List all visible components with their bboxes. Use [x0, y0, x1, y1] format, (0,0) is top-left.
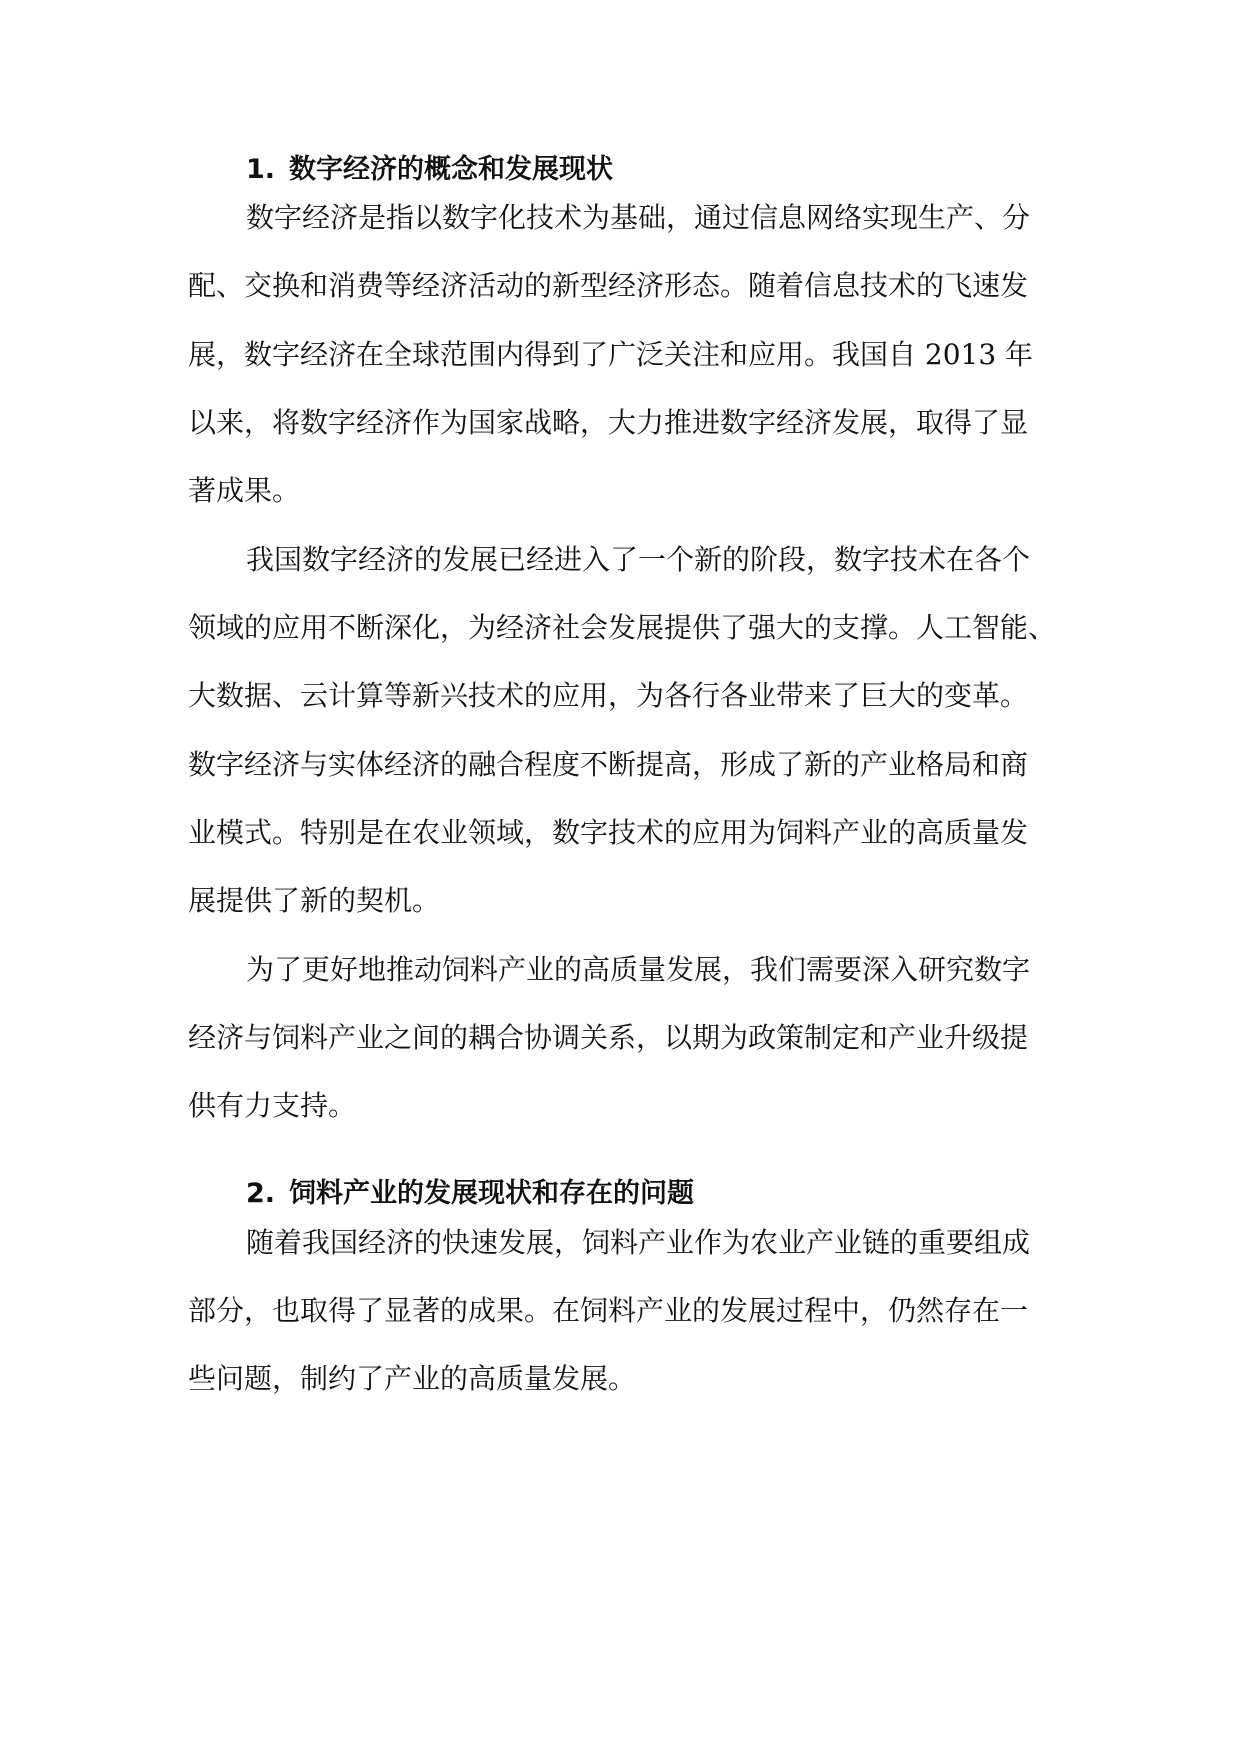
section-2-number: 2. — [246, 1178, 276, 1209]
s1-p3-line-3: 供有力支持。 — [188, 1089, 357, 1122]
s2-p1-line-3: 些问题，制约了产业的高质量发展。 — [188, 1362, 637, 1395]
s1-p3-line-1: 为了更好地推动饲料产业的高质量发展，我们需要深入研究数字 — [246, 953, 1031, 986]
s1-p1-line-3: 展，数字经济在全球范围内得到了广泛关注和应用。我国自 2013 年 — [188, 338, 1034, 371]
section-2-heading — [246, 1174, 694, 1214]
s1-p2-line-2: 领域的应用不断深化，为经济社会发展提供了强大的支撑。人工智能、 — [188, 611, 1057, 644]
s1-p2-line-4: 数字经济与实体经济的融合程度不断提高，形成了新的产业格局和商 — [188, 748, 1029, 781]
s1-p1-line-4: 以来，将数字经济作为国家战略，大力推进数字经济发展，取得了显 — [188, 406, 1029, 439]
s2-p1-line-2: 部分，也取得了显著的成果。在饲料产业的发展过程中，仍然存在一 — [188, 1294, 1029, 1327]
s1-p2-line-6: 展提供了新的契机。 — [188, 884, 441, 917]
s1-p3-line-2: 经济与饲料产业之间的耦合协调关系，以期为政策制定和产业升级提 — [188, 1021, 1029, 1054]
section-2-title: 饲料产业的发展现状和存在的问题 — [289, 1178, 695, 1209]
section-1-number: 1. — [246, 154, 276, 185]
s1-p1-line-2: 配、交换和消费等经济活动的新型经济形态。随着信息技术的飞速发 — [188, 269, 1029, 302]
section-1-title: 数字经济的概念和发展现状 — [289, 154, 614, 185]
s2-p1-line-1: 随着我国经济的快速发展，饲料产业作为农业产业链的重要组成 — [246, 1226, 1031, 1259]
s1-p2-line-3: 大数据、云计算等新兴技术的应用，为各行各业带来了巨大的变革。 — [188, 679, 1029, 712]
section-1-heading — [246, 150, 613, 190]
s1-p1-line-1: 数字经济是指以数字化技术为基础，通过信息网络实现生产、分 — [246, 201, 1031, 234]
s1-p2-line-5: 业模式。特别是在农业领域，数字技术的应用为饲料产业的高质量发 — [188, 816, 1029, 849]
s1-p2-line-1: 我国数字经济的发展已经进入了一个新的阶段，数字技术在各个 — [246, 543, 1031, 576]
s1-p1-line-5: 著成果。 — [188, 474, 301, 507]
